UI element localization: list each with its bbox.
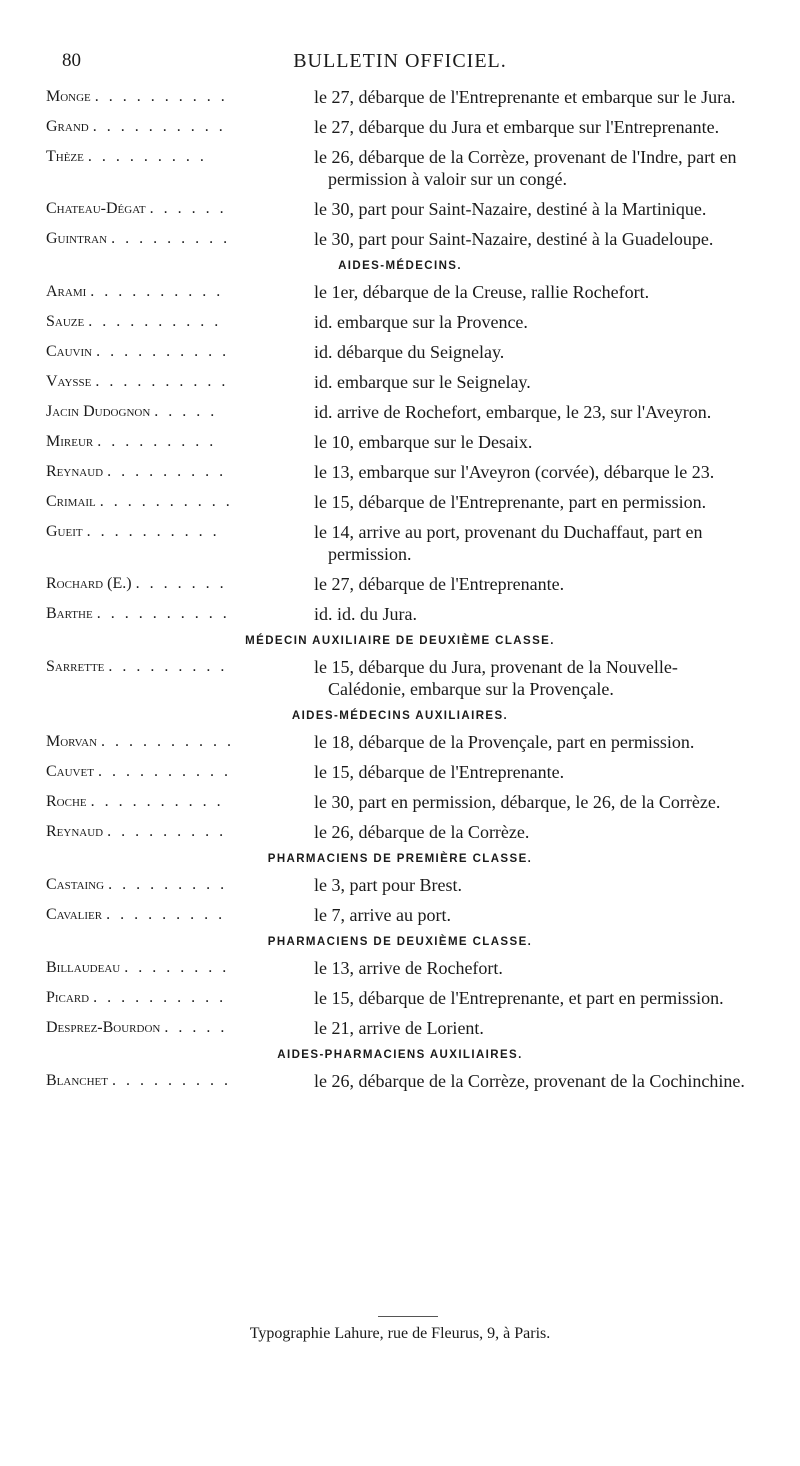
running-head xyxy=(0,50,800,80)
personnel-entry xyxy=(0,904,800,926)
personnel-entry xyxy=(0,401,800,423)
personnel-entry xyxy=(0,1070,800,1092)
personnel-entry xyxy=(0,86,800,108)
section-heading: AIDES-PHARMACIENS AUXILIAIRES. xyxy=(277,1049,523,1061)
entry-name-cell xyxy=(0,821,298,843)
dot-leader: . . . . . . . . . . xyxy=(96,343,230,360)
entry-text: le 26, débarque de la Corrèze. xyxy=(314,822,530,842)
personnel-entry xyxy=(0,603,800,625)
dot-leader: . . . . . . . . . . xyxy=(99,493,233,510)
entry-name-cell xyxy=(0,521,298,565)
entry-name: Mireur xyxy=(46,433,94,450)
entry-name-cell xyxy=(0,311,298,333)
entry-name: Jacin Dudognon xyxy=(46,403,151,420)
entry-text: le 18, débarque de la Provençale, part en permission. xyxy=(314,732,695,752)
entry-text: le 27, débarque de l'Entreprenante et embarque sur le Jura. xyxy=(314,87,736,107)
entry-text: le 7, arrive au port. xyxy=(314,905,451,925)
entry-text: le 30, part en permission, débarque, le 26, de la Corrèze. xyxy=(314,792,721,812)
dot-leader: . . . . . . . . . . xyxy=(88,313,222,330)
personnel-entry xyxy=(0,791,800,813)
entry-text: le 26, débarque de la Corrèze, provenant de la Cochinchine. xyxy=(314,1071,745,1091)
entry-text: le 15, débarque de l'Entreprenante, et part en permission. xyxy=(314,988,724,1008)
entry-text: id. embarque sur le Seignelay. xyxy=(314,372,531,392)
personnel-entry xyxy=(0,461,800,483)
dot-leader: . . . . . . . . . . xyxy=(96,605,230,622)
entry-text: id. embarque sur la Provence. xyxy=(314,312,528,332)
entry-text: le 15, débarque de l'Entreprenante. xyxy=(314,762,565,782)
personnel-entry xyxy=(0,281,800,303)
page-number: 80 xyxy=(62,50,81,71)
entry-name-cell xyxy=(0,146,298,190)
entry-name: Arami xyxy=(46,283,87,300)
entry-name: Vaysse xyxy=(46,373,92,390)
dot-leader: . . . . . . . . . . xyxy=(90,793,224,810)
dot-leader: . . . . . . . . . xyxy=(111,230,231,247)
entry-name: Cavalier xyxy=(46,906,103,923)
journal-title: BULLETIN OFFICIEL. xyxy=(293,50,507,72)
entry-name: Desprez-Bourdon xyxy=(46,1019,161,1036)
entry-name-cell xyxy=(0,761,298,783)
entry-text: id. arrive de Rochefort, embarque, le 23, sur l'Aveyron. xyxy=(314,402,712,422)
entry-name-cell xyxy=(0,656,298,700)
entry-text: le 30, part pour Saint-Nazaire, destiné à la Guadeloupe. xyxy=(314,229,714,249)
entry-text: le 13, embarque sur l'Aveyron (corvée), débarque le 23. xyxy=(314,462,715,482)
personnel-list xyxy=(0,86,800,1100)
entry-name: Castaing xyxy=(46,876,105,893)
entry-name: Thèze xyxy=(46,148,84,165)
dot-leader: . . . . . . . . . . xyxy=(90,283,224,300)
personnel-entry xyxy=(0,761,800,783)
entry-name-cell xyxy=(0,371,298,393)
personnel-entry xyxy=(0,116,800,138)
entry-name: Grand xyxy=(46,118,89,135)
entry-name: Chateau-Dégat xyxy=(46,200,146,217)
entry-name-cell xyxy=(0,1070,298,1092)
entry-name-cell xyxy=(0,874,298,896)
entry-name-cell xyxy=(0,401,298,423)
entry-text: le 26, débarque de la Corrèze, provenant de l'Indre, part en permission à valoir sur un congé. xyxy=(314,147,737,189)
dot-leader: . . . . . . xyxy=(149,200,227,217)
dot-leader: . . . . . . . xyxy=(135,575,227,592)
entry-name-cell xyxy=(0,431,298,453)
entry-text: le 21, arrive de Lorient. xyxy=(314,1018,484,1038)
entry-name: Sarrette xyxy=(46,658,105,675)
personnel-entry xyxy=(0,491,800,513)
dot-leader: . . . . . xyxy=(154,403,218,420)
dot-leader: . . . . . . . . . xyxy=(87,148,207,165)
entry-name: Rochard (E.) xyxy=(46,575,132,592)
personnel-entry xyxy=(0,228,800,250)
entry-name: Monge xyxy=(46,88,91,105)
dot-leader: . . . . . . . . . xyxy=(97,433,217,450)
entry-text: le 3, part pour Brest. xyxy=(314,875,462,895)
entry-name: Reynaud xyxy=(46,463,104,480)
entry-name-cell xyxy=(0,491,298,513)
entry-name-cell xyxy=(0,281,298,303)
personnel-entry xyxy=(0,371,800,393)
entry-name-cell xyxy=(0,791,298,813)
dot-leader: . . . . . . . . . . xyxy=(101,733,235,750)
entry-name-cell xyxy=(0,603,298,625)
entry-text: le 27, débarque de l'Entreprenante. xyxy=(314,574,565,594)
dot-leader: . . . . . . . . . . xyxy=(93,989,227,1006)
dot-leader: . . . . . . . . . . xyxy=(95,373,229,390)
personnel-entry xyxy=(0,146,800,190)
entry-name: Crimail xyxy=(46,493,96,510)
personnel-entry xyxy=(0,311,800,333)
entry-name: Gueit xyxy=(46,523,83,540)
entry-name: Billaudeau xyxy=(46,959,121,976)
entry-name-cell xyxy=(0,461,298,483)
entry-text: id. id. du Jura. xyxy=(314,604,417,624)
entry-name-cell xyxy=(0,228,298,250)
personnel-entry xyxy=(0,987,800,1009)
entry-name: Picard xyxy=(46,989,90,1006)
entry-name: Morvan xyxy=(46,733,98,750)
entry-name-cell xyxy=(0,86,298,108)
entry-name-cell xyxy=(0,957,298,979)
dot-leader: . . . . . . . . . . xyxy=(92,118,226,135)
dot-leader: . . . . . . . . . xyxy=(107,463,227,480)
dot-leader: . . . . . . . . . xyxy=(108,658,228,675)
entry-name: Cauvet xyxy=(46,763,94,780)
personnel-entry xyxy=(0,431,800,453)
personnel-entry xyxy=(0,521,800,565)
entry-name: Blanchet xyxy=(46,1072,108,1089)
entry-text: le 1er, débarque de la Creuse, rallie Rochefort. xyxy=(314,282,650,302)
entry-name: Guintran xyxy=(46,230,108,247)
entry-name: Cauvin xyxy=(46,343,93,360)
entry-text: le 10, embarque sur le Desaix. xyxy=(314,432,533,452)
entry-text: le 27, débarque du Jura et embarque sur l'Entreprenante. xyxy=(314,117,720,137)
section-heading: AIDES-MÉDECINS AUXILIAIRES. xyxy=(291,710,509,722)
dot-leader: . . . . . . . . . xyxy=(106,906,226,923)
printer-imprint: Typographie Lahure, rue de Fleurus, 9, à Paris. xyxy=(249,1325,551,1342)
entry-name-cell xyxy=(0,731,298,753)
entry-text: le 14, arrive au port, provenant du Duchaffaut, part en permission. xyxy=(314,522,703,564)
entry-name-cell xyxy=(0,987,298,1009)
entry-name: Sauze xyxy=(46,313,85,330)
entry-name-cell xyxy=(0,1017,298,1039)
entry-text: id. débarque du Seignelay. xyxy=(314,342,505,362)
dot-leader: . . . . . . . . . xyxy=(112,1072,231,1089)
entry-name: Roche xyxy=(46,793,87,810)
footer-rule xyxy=(378,1316,438,1317)
personnel-entry xyxy=(0,957,800,979)
personnel-entry xyxy=(0,1017,800,1039)
entry-text: le 15, débarque de l'Entreprenante, part en permission. xyxy=(314,492,707,512)
dot-leader: . . . . . . . . . . xyxy=(97,763,231,780)
dot-leader: . . . . . . . . xyxy=(124,959,230,976)
entry-name-cell xyxy=(0,904,298,926)
entry-name-cell xyxy=(0,341,298,363)
entry-name: Reynaud xyxy=(46,823,104,840)
dot-leader: . . . . . . . . . xyxy=(108,876,228,893)
personnel-entry xyxy=(0,731,800,753)
entry-text: le 30, part pour Saint-Nazaire, destiné à la Martinique. xyxy=(314,199,707,219)
section-heading: PHARMACIENS DE DEUXIÈME CLASSE. xyxy=(267,936,533,948)
entry-name-cell xyxy=(0,198,298,220)
personnel-entry xyxy=(0,821,800,843)
dot-leader: . . . . . . . . . xyxy=(107,823,227,840)
personnel-entry xyxy=(0,198,800,220)
personnel-entry xyxy=(0,341,800,363)
dot-leader: . . . . . xyxy=(164,1019,228,1036)
entry-text: le 15, débarque du Jura, provenant de la Nouvelle-Calédonie, embarque sur la Provençale. xyxy=(314,657,678,699)
entry-name: Barthe xyxy=(46,605,93,622)
section-heading: PHARMACIENS DE PREMIÈRE CLASSE. xyxy=(267,853,533,865)
entry-name-cell xyxy=(0,116,298,138)
section-heading: AIDES-MÉDECINS. xyxy=(338,260,462,272)
personnel-entry xyxy=(0,573,800,595)
personnel-entry xyxy=(0,874,800,896)
entry-text: le 13, arrive de Rochefort. xyxy=(314,958,503,978)
dot-leader: . . . . . . . . . . xyxy=(86,523,220,540)
personnel-entry xyxy=(0,656,800,700)
dot-leader: . . . . . . . . . . xyxy=(94,88,228,105)
entry-name-cell xyxy=(0,573,298,595)
section-heading: MÉDECIN AUXILIAIRE DE DEUXIÈME CLASSE. xyxy=(245,635,555,647)
